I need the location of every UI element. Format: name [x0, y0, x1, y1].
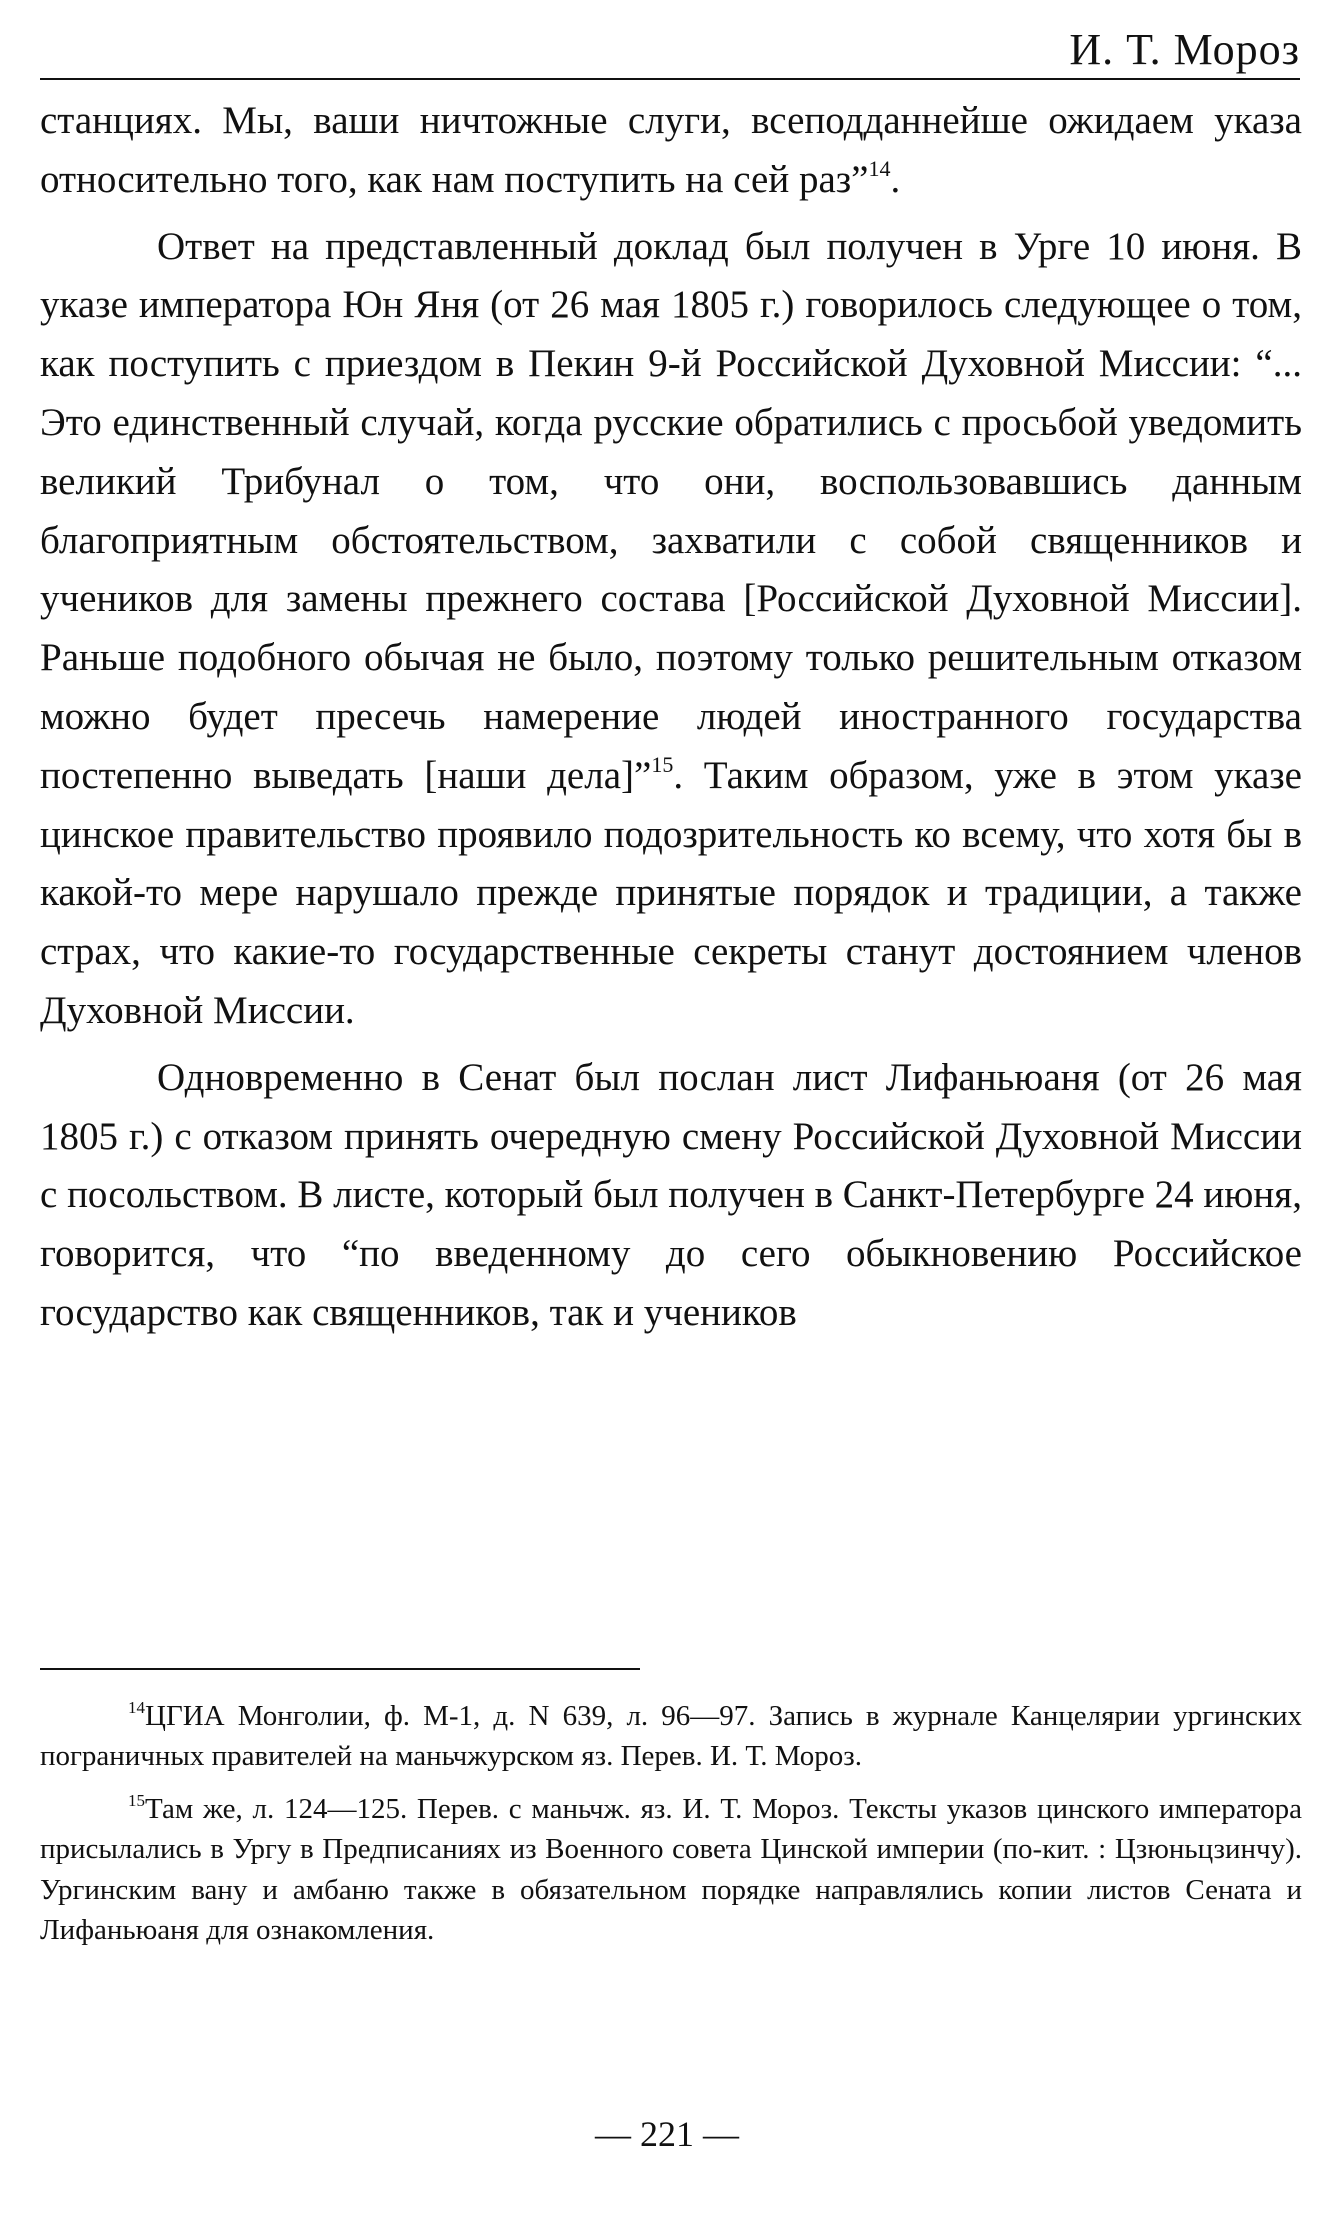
footnote-14-text: ЦГИА Монголии, ф. М-1, д. N 639, л. 96—97. Запись в журнале Канцелярии ургинских пограничных правителей на маньчжурском яз. Перев. И. Т. Мороз. — [40, 1700, 1302, 1773]
footnote-14 — [40, 1696, 1302, 1777]
footnote-ref-14: 14 — [868, 155, 891, 181]
paragraph-2 — [40, 218, 1302, 1041]
paragraph-3: Одновременно в Сенат был послан лист Лифаньюаня (от 26 мая 1805 г.) с отказом принять очередную смену Российской Духовной Миссии с посольством. В листе, который был получен в Санкт-Петербурге 24 июня, говорится, что “по введенному до сего обыкновению Российское государство как священников, так и учеников — [40, 1055, 1302, 1334]
header-rule — [40, 78, 1300, 80]
paragraph-2-text-a: Ответ на представленный доклад был получен в Урге 10 июня. В указе императора Юн Яня (от 26 мая 1805 г.) говорилось следующее о том, как поступить с приездом в Пекин 9-й Российской Духовной Миссии: “... Это единственный случай, когда русские обратились с просьбой уведомить великий Трибунал о том, что они, воспользовавшись данным благоприятным обстоятельством, захватили с собой священников и учеников для замены прежнего состава [Российской Духовной Миссии]. Раньше подобного обычая не было, поэтому только решительным отказом можно будет пресечь намерение людей иностранного государства постепенно выведать [наши дела]” — [40, 224, 1302, 797]
paragraph-1-tail: . — [890, 157, 901, 201]
paragraph-1-text: станциях. Мы, ваши ничтожные слуги, всеподданнейше ожидаем указа относительно того, как нам поступить на сей раз” — [40, 99, 1302, 201]
footnote-15-number: 15 — [128, 1790, 145, 1810]
footnote-separator — [40, 1668, 640, 1670]
main-text — [40, 92, 1302, 1343]
running-head-author: И. Т. Мороз — [1069, 25, 1300, 74]
paragraph-1 — [40, 92, 1302, 210]
footnotes — [40, 1696, 1302, 1950]
footnote-15 — [40, 1789, 1302, 1951]
footnote-14-number: 14 — [128, 1698, 145, 1717]
footnote-15-text: Там же, л. 124—125. Перев. с маньчж. яз. И. Т. Мороз. Тексты указов цинского императора присылались в Ургу в Предписаниях из Военного совета Цинской империи (по-кит. : Цзюньцзинчу). Ургинским вану и амбаню также в обязательном порядке направлялись копии листов Сената и Лифаньюаня для ознакомления. — [40, 1792, 1302, 1947]
paragraph-2-text-b: . Таким образом, уже в этом указе цинское правительство проявило подозрительность ко всему, что хотя бы в какой-то мере нарушало прежде принятые порядок и традиции, а также страх, что какие-то государственные секреты станут достоянием членов Духовной Миссии. — [40, 753, 1302, 1032]
page-number: — 221 — — [595, 2114, 739, 2154]
footnote-ref-15: 15 — [651, 751, 674, 777]
